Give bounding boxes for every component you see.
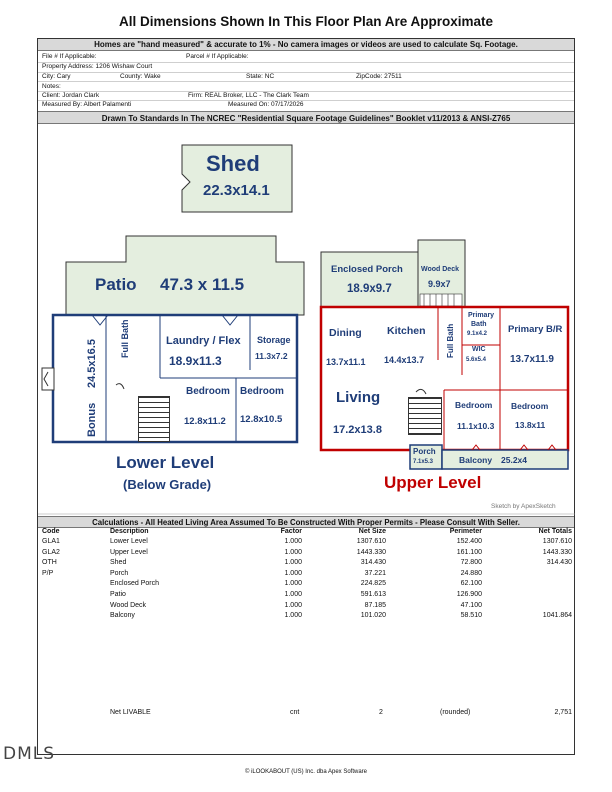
calc-cell-description: Enclosed Porch [110, 580, 160, 588]
shed-dims: 22.3x14.1 [203, 182, 270, 199]
col-net-totals: Net Totals [538, 528, 572, 535]
lower-stairs [138, 396, 170, 442]
calc-row [0, 559, 612, 569]
calc-row [0, 570, 612, 580]
calc-row [0, 612, 612, 622]
calc-cell-code: OTH [42, 559, 57, 567]
enclosed-porch-dims: 18.9x9.7 [347, 283, 392, 295]
calc-cell-factor: 1.000 [284, 591, 302, 598]
calc-cell-factor: 1.000 [284, 580, 302, 588]
primary-bath-dims: 9.1x4.2 [467, 331, 488, 337]
calc-cell-description: Balcony [110, 612, 135, 620]
measured-on: Measured On: 07/17/2026 [228, 101, 304, 108]
wood-deck-dims: 9.9x7 [428, 279, 451, 289]
accuracy-bar: Homes are "hand measured" & accurate to 1% - No camera images or videos are used to calculate Sq. Footage. [38, 39, 574, 51]
porch-dims: 7.1x5.3 [413, 459, 434, 465]
upper-bedroom1-label: Bedroom [455, 400, 493, 410]
calc-cell-perimeter: 24.880 [460, 569, 482, 577]
net-livable-cnt: 2 [379, 709, 383, 716]
measured-by: Measured By: Albert Palamenti [42, 101, 132, 108]
parcel-number: Parcel # If Applicable: [186, 53, 249, 60]
file-number: File # If Applicable: [42, 53, 97, 60]
enclosed-porch-outline [321, 252, 418, 307]
calc-cell-net-size: 224.825 [360, 580, 386, 588]
col-description: Description [110, 528, 149, 535]
calc-row [0, 580, 612, 590]
net-livable-total: 2,751 [554, 709, 572, 716]
city: City: Cary [42, 73, 71, 80]
upper-fullbath-label: Full Bath [446, 323, 455, 358]
calc-cell-perimeter: 126.900 [456, 591, 482, 598]
calc-header-row [0, 528, 612, 538]
dining-dims: 13.7x11.1 [326, 357, 366, 367]
calc-cell-description: Lower Level [110, 538, 148, 545]
wood-deck-label: Wood Deck [421, 266, 459, 273]
primary-bath-label-2: Bath [471, 321, 487, 328]
calc-cell-net-totals: 1041.864 [542, 612, 572, 620]
calc-cell-net-size: 87.185 [364, 601, 386, 609]
net-livable-label: Net LIVABLE [110, 709, 151, 716]
calc-cell-net-size: 1443.330 [356, 548, 386, 556]
primary-bath-label: Primary [468, 312, 495, 319]
calc-cell-net-totals: 1443.330 [542, 548, 572, 556]
calc-cell-description: Upper Level [110, 548, 148, 556]
calc-cell-net-size: 591.613 [360, 591, 386, 598]
calc-cell-factor: 1.000 [284, 601, 302, 609]
calc-row [0, 538, 612, 548]
calc-cell-description: Porch [110, 569, 129, 577]
calc-cell-net-totals: 1307.610 [542, 538, 572, 545]
calc-cell-code: GLA2 [42, 548, 60, 556]
porch-label: Porch [413, 447, 436, 456]
upper-bedroom1-dims: 11.1x10.3 [457, 421, 495, 431]
calc-cell-net-size: 101.020 [360, 612, 386, 620]
firm: Firm: REAL Broker, LLC - The Clark Team [188, 92, 309, 99]
col-perimeter: Perimeter [449, 528, 482, 535]
dining-label: Dining [329, 327, 362, 339]
calc-cell-net-size: 37.221 [364, 569, 386, 577]
client: Client: Jordan Clark [42, 92, 100, 99]
bonus-label: Bonus [86, 402, 98, 437]
calc-cell-description: Shed [110, 559, 127, 567]
wic-dims: 5.6x5.4 [466, 357, 487, 363]
calc-row [0, 549, 612, 559]
footer-credit: © iLOOKABOUT (US) Inc. dba Apex Software [244, 769, 368, 775]
living-label: Living [336, 389, 381, 406]
balcony-label: Balcony [459, 455, 493, 465]
storage-dims: 11.3x7.2 [255, 351, 288, 361]
primary-br-label: Primary B/R [508, 324, 563, 335]
calc-cell-net-totals: 314.430 [546, 559, 572, 567]
col-factor: Factor [280, 528, 302, 535]
calc-cell-factor: 1.000 [284, 548, 302, 556]
watermark-logo: DMLS [3, 744, 56, 764]
lower-bedroom1-dims: 12.8x11.2 [184, 416, 226, 427]
upper-bedroom2-dims: 13.8x11 [515, 420, 546, 430]
patio-dims: 47.3 x 11.5 [160, 275, 245, 294]
sketch-credit: Sketch by ApexSketch [491, 503, 556, 510]
kitchen-dims: 14.4x13.7 [384, 355, 425, 365]
calc-cell-perimeter: 72.800 [460, 559, 482, 567]
calc-cell-perimeter: 58.510 [460, 612, 482, 620]
calc-bar: Calculations - All Heated Living Area Assumed To Be Constructed With Proper Permits - Please Consult With Seller. [38, 516, 574, 528]
zip-code: ZipCode: 27511 [356, 73, 402, 80]
property-address: Property Address: 1206 Wishaw Court [42, 63, 153, 70]
net-livable-row [0, 709, 612, 719]
upper-level-title: Upper Level [384, 473, 482, 492]
shed-label: Shed [206, 151, 260, 176]
bonus-dims: 24.5x16.5 [86, 339, 98, 388]
lower-bedroom1-label: Bedroom [186, 386, 230, 397]
laundry-dims: 18.9x11.3 [169, 354, 222, 368]
balcony-dims: 25.2x4 [501, 455, 527, 465]
col-net-size: Net Size [358, 528, 386, 535]
calc-cell-perimeter: 152.400 [456, 538, 482, 545]
lower-fullbath-label: Full Bath [120, 319, 130, 358]
storage-label: Storage [257, 335, 291, 345]
patio-label: Patio [95, 275, 137, 294]
calc-cell-code: P/P [42, 569, 54, 577]
enclosed-porch-label: Enclosed Porch [331, 264, 403, 275]
living-dims: 17.2x13.8 [333, 424, 382, 436]
calc-cell-factor: 1.000 [284, 538, 302, 545]
standards-bar: Drawn To Standards In The NCREC "Residential Square Footage Guidelines" Booklet v11/2013 & ANSI-Z765 [38, 111, 574, 124]
lower-level-title: Lower Level [116, 453, 215, 472]
calc-cell-perimeter: 47.100 [460, 601, 482, 609]
calc-cell-net-size: 314.430 [360, 559, 386, 567]
lower-bedroom2-label: Bedroom [240, 386, 284, 397]
county: County: Wake [120, 73, 161, 80]
calc-cell-net-size: 1307.610 [356, 538, 386, 545]
kitchen-label: Kitchen [387, 325, 426, 337]
calc-cell-factor: 1.000 [284, 569, 302, 577]
calc-row [0, 591, 612, 601]
state: State: NC [246, 73, 275, 80]
upper-stairs [408, 397, 442, 435]
calc-cell-factor: 1.000 [284, 559, 302, 567]
wic-label: WIC [472, 346, 486, 353]
calc-cell-perimeter: 161.100 [456, 548, 482, 556]
calc-cell-perimeter: 62.100 [460, 580, 482, 588]
lower-bedroom2-dims: 12.8x10.5 [240, 414, 283, 425]
net-livable-rounded: (rounded) [440, 709, 471, 716]
upper-bedroom2-label: Bedroom [511, 401, 549, 411]
calc-cell-factor: 1.000 [284, 612, 302, 620]
calc-cell-code: GLA1 [42, 538, 60, 545]
notes: Notes: [42, 83, 61, 90]
calc-cell-description: Wood Deck [110, 601, 147, 609]
calc-row [0, 602, 612, 612]
col-code: Code [42, 528, 60, 535]
page-title: All Dimensions Shown In This Floor Plan Are Approximate [118, 14, 494, 29]
calc-cell-description: Patio [110, 591, 126, 598]
lower-level-subtitle: (Below Grade) [123, 477, 212, 492]
net-livable-cnt-label: cnt [290, 709, 300, 716]
laundry-label: Laundry / Flex [166, 335, 241, 347]
primary-br-dims: 13.7x11.9 [510, 354, 554, 365]
